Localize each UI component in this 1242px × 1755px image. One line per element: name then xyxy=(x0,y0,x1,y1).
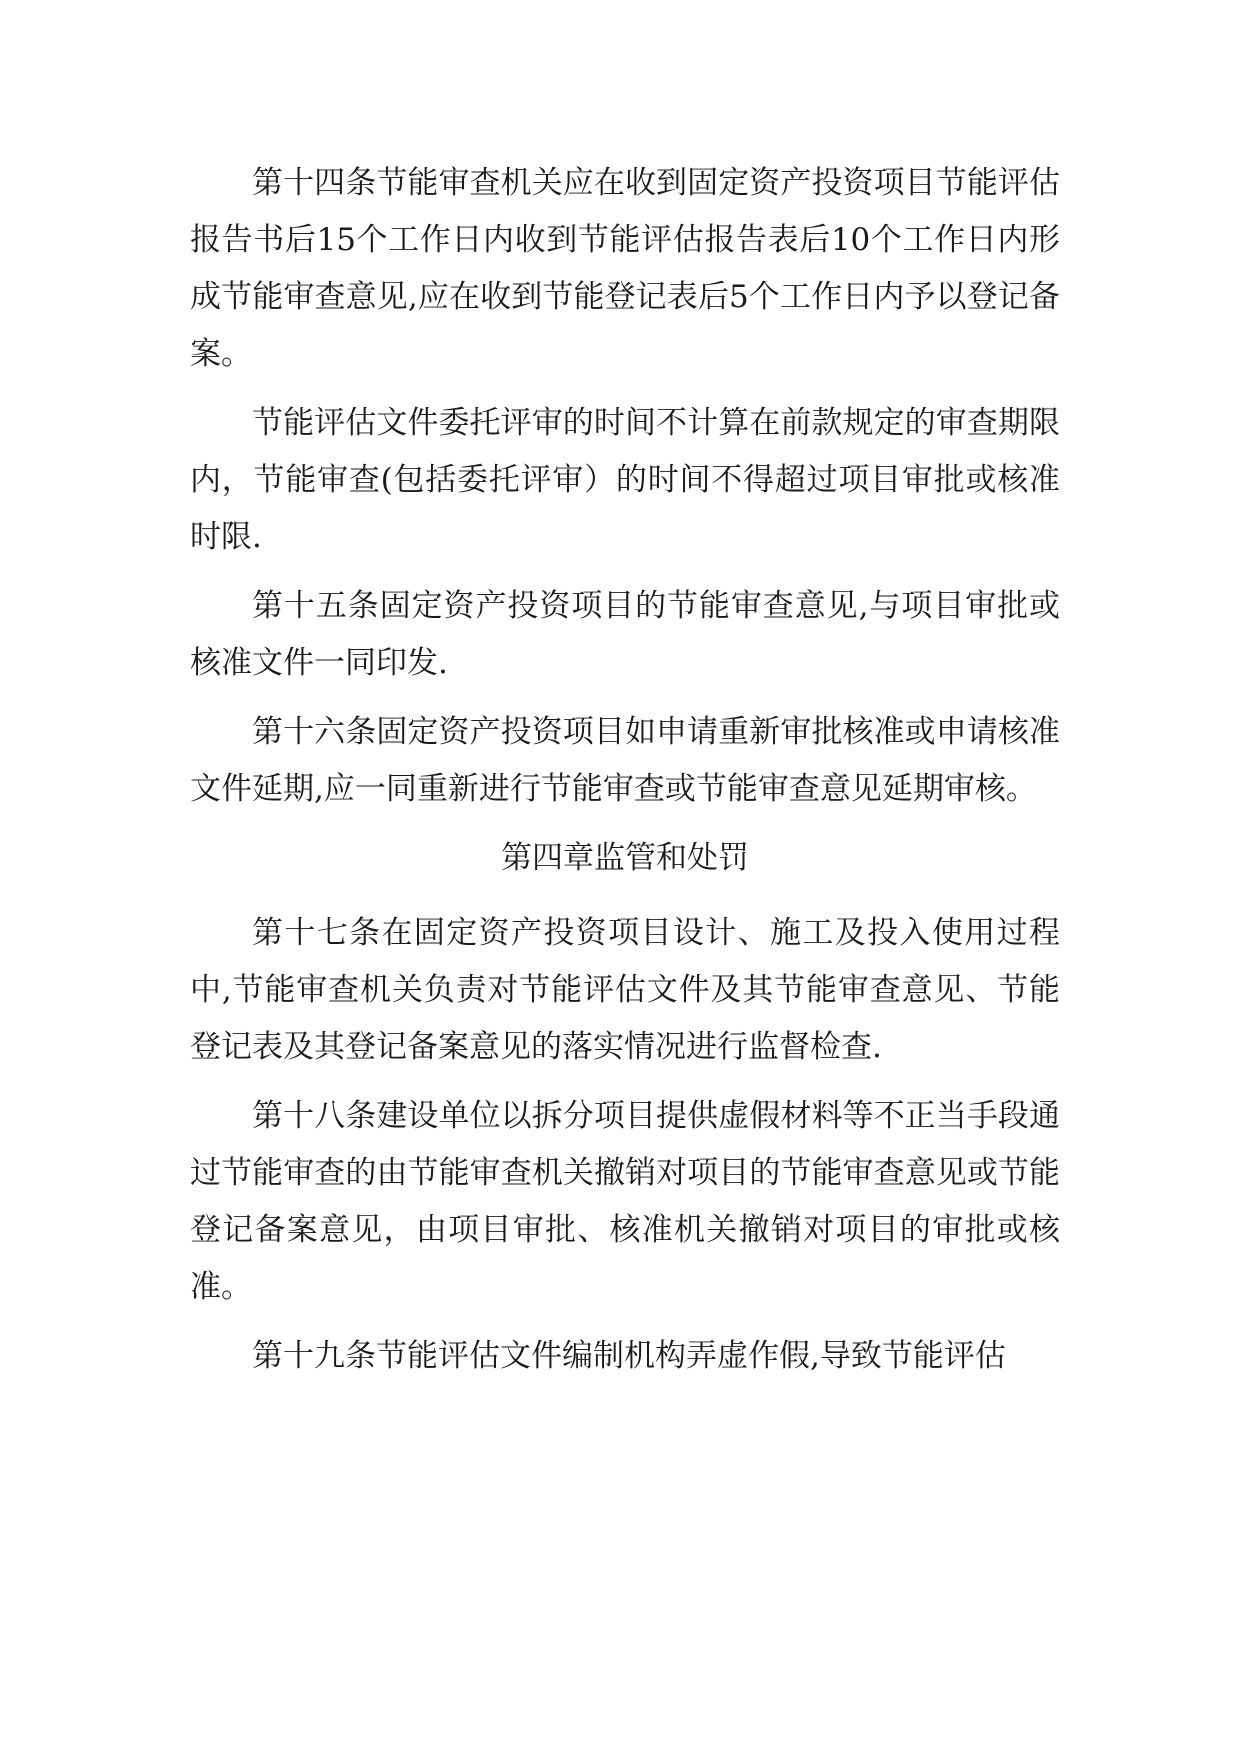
article-15-paragraph: 第十五条固定资产投资项目的节能审查意见,与项目审批或核准文件一同印发. xyxy=(190,588,1060,681)
document-body xyxy=(190,155,1060,1397)
article-14-review-period-paragraph: 节能评估文件委托评审的时间不计算在前款规定的审查期限内，节能审查(包括委托评审）的时间不得超过项目审批或核准时限. xyxy=(190,405,1060,555)
article-19-paragraph: 第十九条节能评估文件编制机构弄虚作假,导致节能评估 xyxy=(252,1338,1006,1374)
article-18-paragraph: 第十八条建设单位以拆分项目提供虚假材料等不正当手段通过节能审查的由节能审查机关撤销对项目的节能审查意见或节能登记备案意见，由项目审批、核准机关撤销对项目的审批或核准。 xyxy=(190,1098,1060,1305)
article-16-paragraph: 第十六条固定资产投资项目如申请重新审批核准或申请核准文件延期,应一同重新进行节能审查或节能审查意见延期审核。 xyxy=(190,714,1060,807)
article-17-paragraph: 第十七条在固定资产投资项目设计、施工及投入使用过程中,节能审查机关负责对节能评估文件及其节能审查意见、节能登记表及其登记备案意见的落实情况进行监督检查. xyxy=(190,915,1060,1065)
article-14-paragraph: 第十四条节能审查机关应在收到固定资产投资项目节能评估报告书后15个工作日内收到节能评估报告表后10个工作日内形成节能审查意见,应在收到节能登记表后5个工作日内予以登记备案。 xyxy=(190,165,1060,372)
chapter-heading: 第四章监管和处罚 xyxy=(501,840,749,876)
